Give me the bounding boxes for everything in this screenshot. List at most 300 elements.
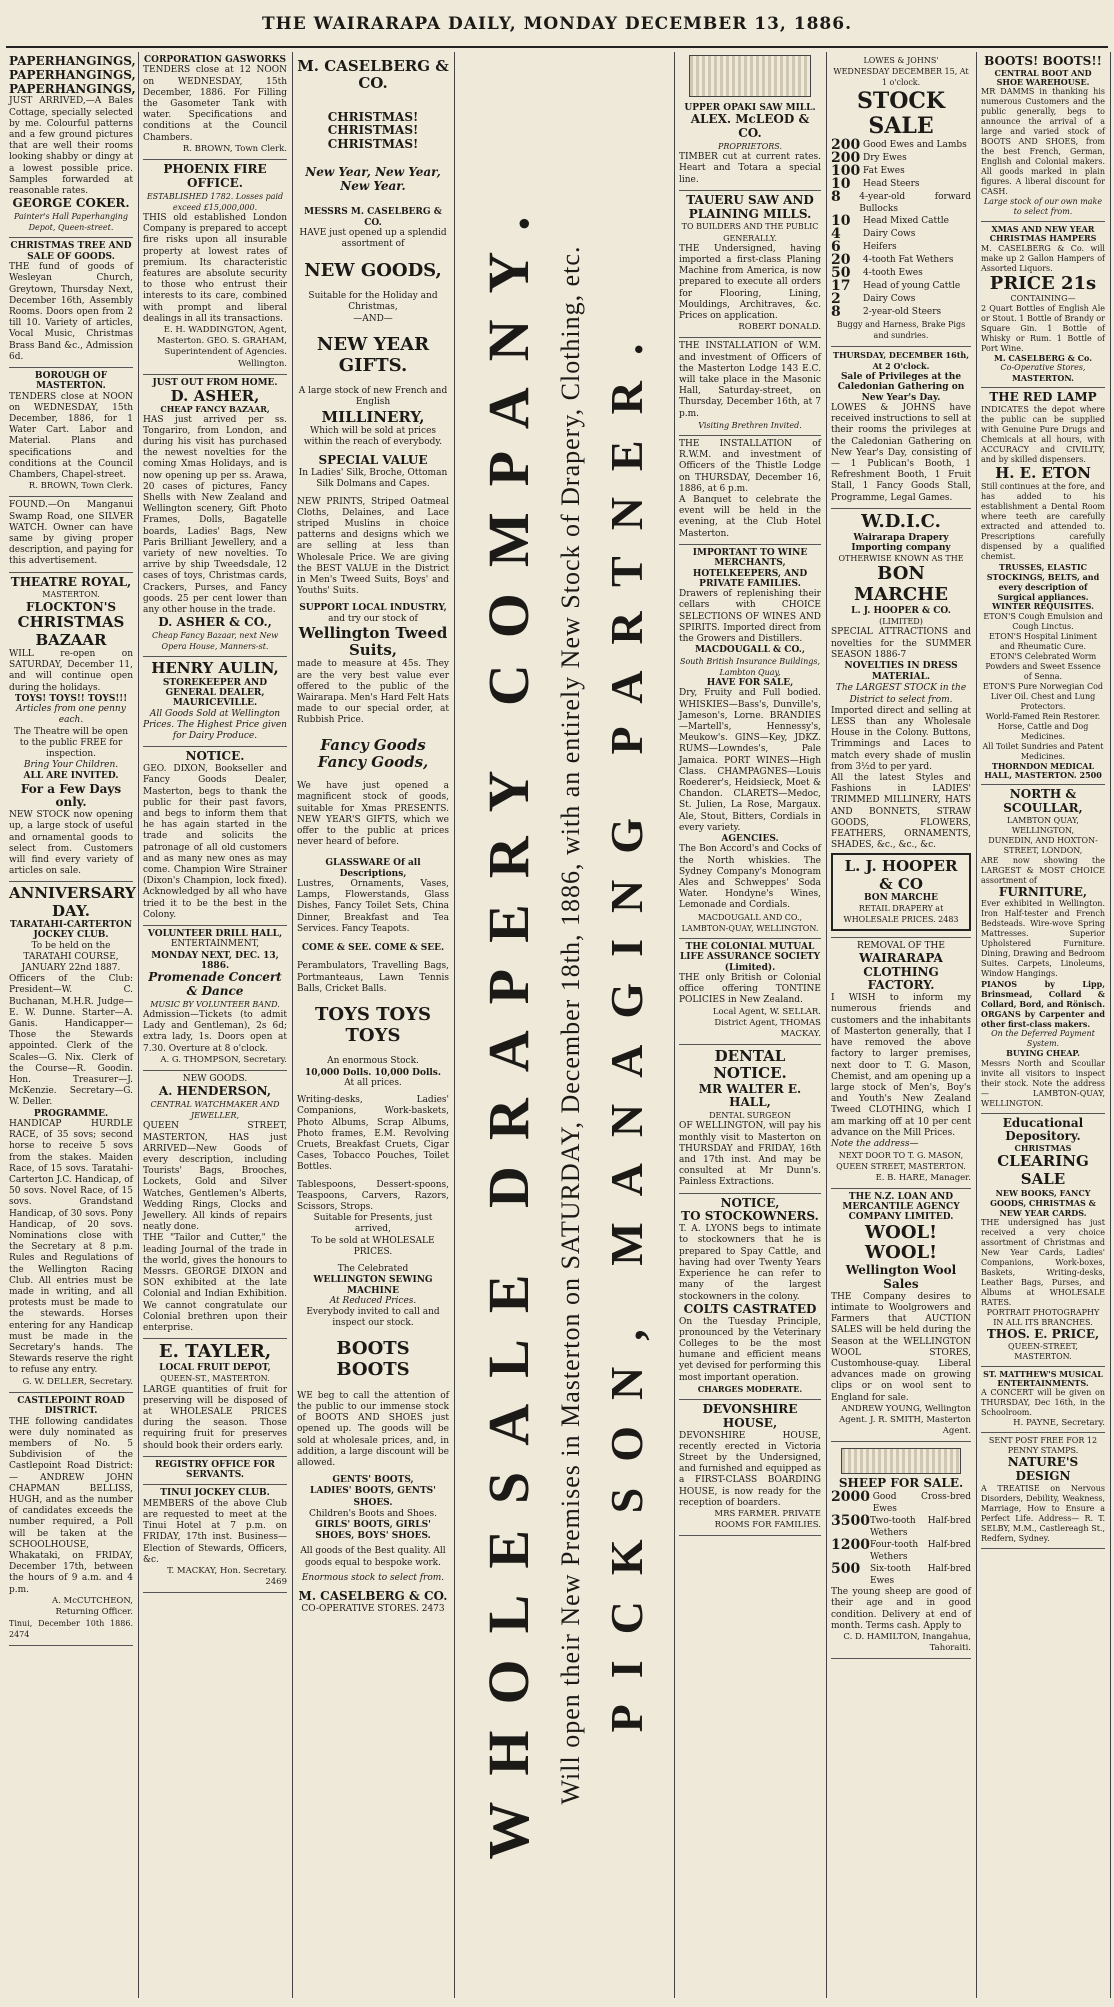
ad-heading: M. CASELBERG & Co.	[994, 353, 1092, 364]
ad-body: On the Tuesday Principle, pronounced by the Veterinary Colleges to be the most humane and efficient means yet devised for performing this most important operation.	[679, 1316, 821, 1383]
ad-body: THE Company desires to intimate to Woolgrowers and Farmers that AUCTION SALES will be held during the Season at the WELLINGTON WOOL STORES, Customhouse-quay. Liberal advances made on growing clips or on wool sent to England for sale.	[831, 1291, 971, 1403]
ad-subtitle: CENTRAL BOOT AND SHOE WAREHOUSE.	[994, 67, 1092, 87]
musical-ad	[981, 1367, 1105, 1433]
stock-description: 4-tooth Fat Wethers	[863, 255, 954, 266]
ad-title: ANNIVERSARY DAY.	[9, 884, 136, 920]
ad-subtitle: ENTERTAINMENT,	[170, 939, 260, 950]
ad-line: Enormous stock to select from.	[301, 1572, 445, 1583]
registry-ad	[143, 1457, 287, 1486]
ad-title: DEVONSHIRE HOUSE,	[702, 1401, 798, 1430]
ad-line: To be sold at WHOLESALE PRICES.	[311, 1235, 435, 1257]
sheep-sale-ad	[831, 1442, 971, 1659]
boots-ad	[981, 52, 1105, 222]
ad-line: Children's Boots and Shoes.	[308, 1508, 438, 1519]
ad-body: Dry, Fruity and Full bodied. WHISKIES—Bass's, Dunville's, Jameson's, Lorne. BRANDIES—Martell's, Hennessy's, Meukow's. GINS—Key, JDKZ. RUMS—Lowndes's, Pale Jamaica. PORT WINES—High Class. CHAMPAGNES—Louis Roederer's, Heidsieck, Moet & Chandon. CLARETS—Medoc, St. Julien, La Rose, Margaux. Ale, Stout, Bitters, Cordials in every variety.	[679, 688, 821, 833]
ad-heading: New Year, New Year, New Year.	[305, 164, 441, 193]
masonic-notice	[679, 338, 821, 436]
ad-body: NEW PRINTS, Striped Oatmeal Cloths, Delaines, and Lace striped Muslins in choice patterns and designs which we are selling at less than Wholesale Price. We are giving the BEST VALUE in the District in Men's Tweed Suits, Boys' and Youths' Suits.	[297, 496, 449, 597]
ad-line: ETON'S Pure Norwegian Cod Liver Oil. Chest and Lung Protectors.	[982, 681, 1104, 711]
ad-line: ETON'S Hospital Liniment and Rheumatic Cure.	[989, 631, 1097, 651]
ad-title: W.D.I.C.	[861, 510, 941, 532]
ad-body: WE beg to call the attention of the public to our immense stock of BOOTS AND SHOES just opened up. The goods will be sold at wholesale prices, and, in addition, a large discount will be allowed.	[297, 1390, 449, 1469]
ad-body: LOWES & JOHNS have received instructions to sell at their rooms the privileges at the Caledonian Gathering on New Year's Day, consisting of— 1 Publican's Booth, 1 Refreshment Booth, 1 Fruit Stall, 1 Fancy Goods Stall, Programme, Legal Games.	[831, 403, 971, 503]
ad-line: MUSIC BY VOLUNTEER BAND.	[150, 999, 280, 1009]
ad-body: Perambulators, Travelling Bags, Portmanteaus, Lawn Tennis Balls, Cricket Balls.	[297, 961, 449, 994]
ad-body: I WISH to inform my numerous friends and customers and the inhabitants of Masterton generally, that I have removed the above factory to larger premises, next door to T. G. Mason, Chemist, and am opening up a large stock of Men's, Boy's and Youth's New Zealand Tweed CLOTHING, which I am marking off at 10 per cent advance on the Mill Prices.	[831, 993, 971, 1138]
ad-title: ST. MATTHEW'S MUSICAL ENTERTAINMENTS.	[983, 1368, 1103, 1388]
ad-body: WILL re-open on SATURDAY, December 11, and will continue open during the holidays.	[9, 648, 133, 693]
ad-body: LARGE quantities of fruit for preserving will be disposed of at WHOLESALE PRICES during the season. Those requiring fruit for preserves should book their orders early.	[143, 1384, 287, 1451]
stock-description: Head Steers	[863, 179, 920, 190]
planing-mills-ad	[679, 191, 821, 339]
ad-body: THE undersigned has just received a very choice assortment of Christmas and New Year Cards, Ladies' Companions, Work-boxes, Baskets, Writing-desks, Leather Bags, Purses, and Albums at WHOLESALE RATES.	[981, 1217, 1105, 1307]
ad-body: NEW STOCK now opening up, a large stock of useful and ornamental goods to select from. Customers will find every variety of articles on sale.	[9, 810, 133, 877]
column-rule	[292, 52, 293, 1998]
gasworks-ad	[143, 52, 287, 160]
ad-body: Writing-desks, Ladies' Companions, Work-baskets, Photo Albums, Scrap Albums, Photo frames, E.M. Revolving Cruets, Breakfast Cruets, Cigar Cases, Tobacco Pouches, Toilet Bottles.	[297, 1095, 449, 1173]
ad-subtitle: MASTERTON.	[42, 590, 100, 600]
vertical-banner	[456, 52, 672, 1998]
stock-row	[831, 241, 971, 254]
ad-heading: NEW GOODS,	[304, 259, 442, 281]
ad-line: The Theatre will be open to the public FREE for inspection.	[13, 726, 129, 759]
stock-count: 6	[831, 239, 841, 256]
ad-body: THE following candidates were duly nominated as members of No. 5 Subdivision of the Castlepoint Road District:— ANDREW JOHN CHAPMAN BELLISS, HUGH, and as the number of candidates exceeds the number required, a Poll will be taken at the SCHOOLHOUSE, Whakataki, on FRIDAY, December 17th, between the hours of 9 a.m. and 4 p.m.	[9, 1416, 133, 1595]
ad-title: TAUERU SAW AND PLAINING MILLS.	[686, 192, 814, 221]
stock-count: 8	[831, 304, 841, 321]
ad-signature: G. W. DELLER, Secretary.	[22, 1376, 133, 1387]
stock-description: Good Ewes and Lambs	[863, 140, 967, 151]
ad-heading: SPECIAL VALUE	[318, 453, 428, 468]
ad-body: Officers of the Club: President—W. C. Buchanan, M.H.R. Judge—E. W. Dunne. Starter—A. Ganis. Handicapper—Those the Stewards appointed. Clerk of the Scales—G. Nix. Clerk of the Course—R. Goodin. Hon. Treasurer—J. McKenzie. Secretary—G. W. Deller.	[9, 974, 133, 1108]
stock-description: Four-tooth Half-bred Wethers	[869, 1540, 971, 1563]
stock-row	[831, 280, 971, 293]
ad-body: THE fund of goods of Wesleyan Church, Greytown, Thursday Next, December 16th, Assembly Rooms. Doors open from 2 till 10. Variety of articles, Vocal Music, Christmas Brass Band &c., Admission 6d.	[9, 262, 133, 362]
ad-heading: WELLINGTON SEWING MACHINE	[313, 1275, 433, 1296]
stock-description: Heifers	[863, 242, 897, 253]
ad-title: THEATRE ROYAL,	[10, 574, 132, 589]
ad-title: CASTLEPOINT ROAD DISTRICT.	[17, 1395, 125, 1417]
ad-line: THURSDAY, DECEMBER 16th, At 2 O'clock.	[833, 349, 969, 371]
asher-bazaar-ad	[143, 375, 287, 658]
ad-heading: CHRISTMAS! CHRISTMAS! CHRISTMAS!	[327, 109, 419, 152]
ad-line: CO-OPERATIVE STORES. 2473	[301, 1603, 445, 1614]
stock-description: Head Mixed Cattle	[863, 216, 949, 227]
ad-body: THE Undersigned, having imported a first-class Planing Machine from America, is now prepared to execute all orders for Flooring, Lining, Mouldings, Architraves, &c. Prices on application.	[679, 243, 821, 321]
ad-heading: MR WALTER E. HALL,	[698, 1081, 802, 1110]
stock-row	[831, 228, 971, 241]
ad-body: DEVONSHIRE HOUSE, recently erected in Victoria Street by the Undersigned, and furnished and equipped as a FIRST-CLASS BOARDING HOUSE, is now ready for the reception of boarders.	[679, 1430, 821, 1508]
ad-title: THE RED LAMP	[989, 390, 1097, 405]
ad-title: NOTICE,	[720, 1195, 780, 1210]
stock-description: Good Cross-bred Ewes	[872, 1492, 971, 1515]
ad-heading: Wellington Tweed Suits,	[298, 623, 448, 660]
ad-body: JUST ARRIVED,—A Bales Cottage, specially selected by me. Colourful patterns and a few ground pictures that are well their rooms looking shabby or dingy at a lowest possible price. Samples forwarded at reasonable rates.	[9, 96, 133, 197]
ad-title: Sale of Privileges at the Caledonian Gathering on New Year's Day.	[837, 372, 965, 403]
ad-heading: H. E. ETON	[995, 464, 1091, 483]
ad-line: MACDOUGALL AND CO., LAMBTON-QUAY, WELLINGTON.	[681, 912, 819, 933]
ad-signature: E. H. WADDINGTON, Agent, Masterton. GEO. S. GRAHAM, Superintendent of Agencies. Wellington.	[156, 325, 287, 369]
ad-heading: FURNITURE,	[998, 884, 1088, 899]
ad-line: At all prices.	[344, 1077, 402, 1088]
ad-line: Everybody invited to call and inspect our stock.	[306, 1307, 440, 1329]
ad-line: GENTS' BOOTS,	[332, 1475, 414, 1486]
ad-line: Note the address—	[831, 1138, 919, 1149]
ad-title: XMAS AND NEW YEAR CHRISTMAS HAMPERS	[989, 224, 1097, 244]
ad-heading: TOYS TOYS TOYS	[314, 1003, 432, 1046]
ad-line: Co-Operative Stores,	[1000, 363, 1086, 373]
ad-body: Imported direct and selling at LESS than any Wholesale House in the Colony. Buttons, Trimmings and Laces to match every shade of muslin from 3½d to per yard.	[831, 705, 971, 772]
stock-description: 4-tooth Ewes	[863, 268, 923, 279]
furniture-ad	[981, 785, 1105, 1114]
ad-heading: PRICE 21s	[989, 272, 1097, 294]
ad-signature: A. McCUTCHEON, Returning Officer.	[51, 1595, 133, 1617]
ad-address: LAMBTON QUAY, WELLINGTON,	[1007, 815, 1079, 835]
ad-subtitle: STOREKEEPER AND GENERAL DEALER,	[162, 677, 268, 699]
ad-line: REMOVAL OF THE	[857, 940, 945, 951]
ad-signature: R. BROWN, Town Clerk.	[28, 481, 133, 492]
ad-body: Ever exhibited in Wellington. Iron Half-tester and French Bedsteads. Wire-wove Spring Mattresses. Superior Upholstered Furniture. Dining, Drawing and Bedroom Suites. Carpets, Linoleums, Window Hangings.	[981, 899, 1105, 979]
ad-body: We have just opened a magnificent stock of goods, suitable for Xmas PRESENTS. NEW YEAR'S GIFTS, which we offer to the public at prices never heard of before.	[297, 781, 449, 848]
ad-heading: COLTS CASTRATED	[683, 1301, 817, 1316]
paperhangings-ad	[9, 52, 136, 238]
column-5	[676, 52, 824, 1998]
ad-subtitle: Wairarapa Drapery Importing company	[851, 532, 951, 553]
ad-title: CHRISTMAS TREE AND SALE OF GOODS.	[10, 241, 132, 262]
ad-heading: Promenade Concert & Dance	[148, 970, 282, 999]
aulin-ad	[143, 657, 287, 747]
ad-heading: BOOTS BOOTS	[336, 1338, 410, 1381]
ad-line: ORGANS by Carpenter and other first-class makers.	[981, 1009, 1105, 1030]
ad-line: PIANOS by Lipp, Brinsmead, Collard & Collard, Bord, and Rönisch.	[981, 979, 1106, 1010]
column-rule	[674, 52, 675, 1998]
ad-heading: TO STOCKOWNERS.	[681, 1209, 819, 1224]
stock-description: Dairy Cows	[863, 229, 916, 240]
ad-subtitle: DENTAL SURGEON	[709, 1111, 791, 1121]
ad-line: An enormous Stock.	[327, 1056, 419, 1067]
mutual-life-ad	[679, 939, 821, 1045]
ad-body: INDICATES the depot where the public can be supplied with Genuine Pure Drugs and Chemicals at all hours, with ACCURACY and CIVILITY, and by skilled dispensers.	[981, 405, 1105, 465]
stock-count: 10	[831, 176, 851, 193]
stock-row	[831, 306, 971, 319]
ad-body: TENDERS close at 12 NOON on WEDNESDAY, 15th December, 1886. For Filling the Gasometer Tank with water. Specifications and conditions at the Council Chambers.	[143, 65, 287, 143]
ad-title: BOOTS! BOOTS!!	[984, 54, 1102, 68]
ad-title: STOCK SALE	[856, 87, 946, 139]
ad-heading: HAVE FOR SALE,	[706, 677, 794, 688]
thistle-notice	[679, 436, 821, 545]
ad-body: THE only British or Colonial office offering TONTINE POLICIES in New Zealand.	[679, 972, 821, 1006]
column-rule	[454, 52, 455, 1998]
ad-heading: TOYS! TOYS!! TOYS!!!	[14, 693, 128, 704]
ad-line: —AND—	[353, 313, 393, 324]
ad-body: THE INSTALLATION of W.M. and investment of Officers of the Masterton Lodge 143 E.C. will take place in the Masonic Hall, Saturday-street, on Thursday, December 16th, at 7 p.m.	[679, 341, 821, 419]
educational-ad	[981, 1114, 1105, 1367]
ad-body: Tablespoons, Dessert-spoons, Teaspoons, Carvers, Razors, Scissors, Strops.	[297, 1179, 449, 1212]
stock-row	[831, 191, 971, 215]
ad-date: MONDAY NEXT, DEC. 13, 1886.	[151, 950, 279, 971]
ad-title: D. ASHER,	[170, 387, 260, 406]
hampers-ad	[981, 222, 1105, 388]
privileges-ad	[831, 347, 971, 509]
ad-heading: Wellington Wool Sales	[845, 1263, 957, 1291]
ad-body: HANDICAP HURDLE RACE, of 35 sovs; second horse to receive 5 sovs from the stakes. Maiden Race, of 15 sovs. Taratahi-Carterton J.C. Handicap, of 50 sovs. Novel Race, of 15 sovs. Grandstand Handicap, of 30 sovs. Pony Handicap, of 20 sovs. Nominations close with the Secretary at 8 p.m. Rules and Regulations of the Wellington Racing Club. All entries must be made in writing, and all protests must be made to the stewards. Horses entering for any Handicap must be made in the Secretary's hands. The Stewards reserve the right to refuse any entry.	[9, 1118, 133, 1376]
column-1	[6, 52, 136, 1998]
ad-signature: R. BROWN, Town Clerk.	[182, 143, 287, 154]
ad-heading: WINTER REQUISITES.	[992, 601, 1094, 612]
stock-row	[831, 165, 971, 178]
stock-count: 20	[831, 252, 851, 269]
ad-heading: Fancy Goods Fancy Goods,	[317, 735, 429, 771]
ad-line: To be held on the TARATAHI COURSE, JANUARY 22nd 1887.	[21, 940, 121, 973]
stockowners-ad	[679, 1194, 821, 1400]
henderson-ad	[143, 1071, 287, 1339]
borough-tender-ad	[9, 368, 133, 498]
ad-body: SPECIAL ATTRACTIONS and novelties for the SUMMER SEASON 1886-7	[831, 627, 971, 660]
column-6	[828, 52, 974, 1998]
ad-heading: L. J. HOOPER & CO	[844, 857, 958, 893]
stock-description: Six-tooth Half-bred Ewes	[869, 1564, 971, 1587]
ad-title: REGISTRY OFFICE FOR SERVANTS.	[155, 1459, 275, 1481]
ad-line: Suitable for the Holiday and Christmas,	[308, 291, 438, 313]
ad-title: DENTAL NOTICE.	[713, 1047, 787, 1083]
ad-signature: C. D. HAMILTON, Inangahua, Tahoraiti.	[843, 1631, 971, 1654]
stock-count: 2	[831, 291, 841, 308]
ad-title: Educational Depository.	[1002, 1115, 1084, 1144]
stock-description: Dry Ewes	[863, 153, 907, 164]
ad-subtitle: PROPRIETORS.	[717, 141, 783, 151]
stock-description: 4-year-old forward Bullocks	[859, 192, 971, 215]
stock-row	[831, 215, 971, 228]
ad-address: DUNEDIN, AND HOXTON-STREET, LONDON,	[988, 835, 1098, 855]
ad-title: THE N.Z. LOAN AND MERCANTILE AGENCY COMPANY LIMITED.	[842, 1191, 960, 1223]
stock-count: 8	[831, 189, 841, 206]
ad-line: At Reduced Prices.	[329, 1295, 417, 1306]
stock-row	[831, 267, 971, 280]
wool-sales-ad	[831, 1189, 971, 1443]
stock-count: 3500	[831, 1513, 870, 1530]
ad-line: SENT POST FREE FOR 12 PENNY STAMPS.	[988, 1436, 1098, 1456]
ad-title: NOTICE.	[185, 749, 245, 764]
stock-row	[831, 178, 971, 191]
ad-title: NORTH & SCOULLAR,	[1003, 787, 1083, 815]
ad-signature: ROBERT DONALD.	[738, 322, 821, 333]
dental-ad	[679, 1045, 821, 1194]
stock-count: 200	[831, 150, 861, 167]
stock-count: 4	[831, 226, 841, 243]
banner-headline: WHOLESALE DRAPERY COMPANY.	[476, 190, 541, 1860]
ad-heading: JUST OUT FROM HOME.	[152, 377, 278, 388]
sheep-list	[831, 1491, 971, 1587]
ad-line: Which will be sold at prices within the reach of everybody.	[303, 425, 443, 448]
ad-heading: ALEX. McLEOD & CO.	[690, 112, 810, 141]
volunteer-concert-ad	[143, 926, 287, 1071]
chemist-ad	[981, 388, 1105, 785]
ad-heading: COME & SEE. COME & SEE.	[301, 943, 445, 954]
stock-count: 100	[831, 163, 861, 180]
ad-subtitle: CENTRAL WATCHMAKER AND JEWELLER,	[150, 1100, 280, 1121]
ad-body: A Banquet to celebrate the event will be held in the evening, at the Club Hotel Masterton.	[679, 495, 821, 539]
stock-count: 17	[831, 278, 851, 295]
ad-line: RETAIL DRAPERY at WHOLESALE PRICES. 2483	[843, 904, 959, 925]
ad-body: THIS old established London Company is prepared to accept fire risks upon all insurable property at lowest rates of premium. Its characteristic features are absolute security to those who entrust their interests to its care, combined with prompt and liberal dealings in all its transactions.	[143, 212, 287, 324]
ad-line: Suitable for Presents, just arrived,	[313, 1213, 433, 1235]
stock-count: 1200	[831, 1537, 870, 1554]
ad-body: Lustres, Ornaments, Vases, Lamps, Flowerstands, Glass Dishes, Fancy Toilet Sets, China Dinner, Breakfast and Tea Services. Fancy Teapots.	[297, 879, 449, 934]
stock-description: Dairy Cows	[863, 294, 916, 305]
ad-line: ETON'S Celebrated Worm Powders and Sweet Essence of Senna.	[985, 651, 1101, 681]
stock-description: Two-tooth Half-bred Wethers	[869, 1516, 971, 1539]
ad-heading: MESSRS M. CASELBERG & CO.	[304, 207, 442, 228]
ad-title: M. CASELBERG & CO.	[298, 1589, 448, 1604]
ad-line: HAVE just opened up a splendid assortment of	[299, 228, 447, 250]
ad-line: and try our stock of	[328, 613, 418, 624]
ad-heading: NEW YEAR GIFTS.	[316, 333, 430, 376]
ad-title: HENRY AULIN,	[151, 659, 279, 678]
stock-list	[831, 139, 971, 319]
column-rule	[138, 52, 139, 1998]
treatise-ad	[981, 1433, 1105, 1549]
ad-subtitle: LOCAL FRUIT DEPOT,	[159, 1362, 271, 1373]
ad-heading: 10,000 Dolls. 10,000 Dolls.	[305, 1067, 441, 1078]
ad-signature: E. B. HARE, Manager.	[875, 1172, 971, 1183]
stock-description: Head of young Cattle	[863, 281, 961, 292]
ad-title: CORPORATION GASWORKS	[143, 55, 287, 65]
ad-body: MEMBERS of the above Club are requested to meet at the Tinui Hotel at 7 p.m. on FRIDAY, 17th inst. Business—Election of Stewards, Officers, &c.	[143, 1498, 287, 1565]
ad-line: Buggy and Harness, Brake Pigs and sundries.	[836, 320, 966, 341]
ad-line: In Ladies' Silk, Broche, Ottoman Silk Dolmans and Capes.	[298, 468, 448, 490]
ad-subtitle: CHEAP FANCY BAZAAR,	[160, 404, 270, 415]
ad-signature: T. MACKAY, Hon. Secretary. 2469	[167, 1566, 287, 1588]
ad-line: Visiting Brethren Invited.	[698, 420, 802, 430]
ad-line: CONTAINING—	[1010, 294, 1076, 304]
stock-count: 2000	[831, 1489, 870, 1506]
stock-row	[831, 254, 971, 267]
banner-line: Will open their New Premises in Masterton on SATURDAY, December 18th, 1886, with an entirely New Stock of Drapery, Clothing, etc.	[556, 245, 585, 1805]
ad-line: All goods of the Best quality. All goods equal to bespoke work.	[300, 1546, 446, 1568]
ad-heading: CLEARING SALE	[997, 1152, 1089, 1188]
column-2	[140, 52, 290, 1998]
ad-heading: PROGRAMME.	[33, 1108, 109, 1119]
ad-body: All Goods Sold at Wellington Prices. The Highest Price given for Dairy Produce.	[143, 708, 287, 742]
ad-heading: FLOCKTON'S	[25, 599, 117, 614]
ad-body: 2 Quart Bottles of English Ale or Stout. 1 Bottle of Brandy or Square Gin. 1 Bottle of Whisky or Rum. 1 Bottle of Port Wine.	[981, 304, 1105, 354]
ad-line: CHARGES MODERATE.	[697, 1383, 803, 1394]
ad-body: THE INSTALLATION of R.W.M. and investment of Officers of the Thistle Lodge on THURSDAY, December 16, 1886, at 6 p.m.	[679, 439, 821, 494]
stock-row	[831, 1563, 971, 1587]
ad-heading: CHRISTMAS	[1014, 1143, 1072, 1154]
ad-body: OF WELLINGTON, will pay his monthly visit to Masterton on THURSDAY and FRIDAY, 16th and 17th inst. And may be consulted at Mr Dunn's. Painless Extractions.	[679, 1121, 821, 1188]
ad-signature: A. G. THOMPSON, Secretary.	[160, 1054, 287, 1065]
ad-line: LOWES & JOHNS'	[863, 56, 939, 65]
column-rule	[976, 52, 977, 1998]
ad-line: OTHERWISE KNOWN AS THE	[838, 554, 964, 564]
advertiser-name: GEORGE COKER.	[12, 196, 130, 211]
ad-title: UPPER OPAKI SAW MILL.	[684, 103, 816, 113]
ad-heading: SUPPORT LOCAL INDUSTRY,	[299, 603, 447, 614]
ad-heading: CHRISTMAS BAZAAR	[17, 613, 125, 649]
dixon-notice	[143, 747, 287, 926]
ad-body: QUEEN STREET, MASTERTON, HAS just ARRIVED—New Goods of every description, including Tourists' Bags, Brooches, Lockets, Gold and Silver Watches, Gentlemen's Alberts, Wedding Rings, Clocks and Jewellery. All kinds of repairs neatly done.	[143, 1121, 287, 1233]
ad-line: The LARGEST STOCK in the District to select from.	[835, 683, 967, 705]
ad-line: (LIMITED)	[879, 617, 923, 627]
ad-line: A large stock of new French and English	[298, 386, 448, 408]
ad-signature: ANDREW YOUNG, Wellington Agent. J. R. SMITH, Masterton Agent.	[839, 1403, 971, 1437]
ad-line: MASTERTON.	[1012, 373, 1074, 384]
ad-signature: Local Agent, W. SELLAR. District Agent, THOMAS MACKAY.	[712, 1006, 821, 1039]
ad-title: A. HENDERSON,	[158, 1084, 272, 1099]
ad-heading: BON MARCHE	[854, 563, 948, 606]
ad-line: WEDNESDAY DECEMBER 15, At 1 o'clock.	[833, 67, 969, 88]
ad-line: NOVELTIES IN DRESS MATERIAL.	[844, 660, 958, 683]
ad-body: FOUND.—On Manganui Swamp Road, one SILVER WATCH. Owner can have same by giving proper description, and paying for this advertisement.	[9, 500, 133, 567]
ad-heading: GLASSWARE Of all Descriptions,	[325, 858, 421, 879]
stock-count: 10	[831, 213, 851, 230]
ad-line: On the Deferred Payment System.	[991, 1029, 1095, 1049]
ad-line: Cheap Fancy Bazaar, next New Opera House, Manners-st.	[151, 631, 279, 652]
stock-count: 200	[831, 137, 861, 154]
sawmill-engraving	[689, 55, 811, 97]
ad-body: MR DAMMS in thanking his numerous Customers and the public generally, begs to announce the arrival of a large and varied stock of BOOTS AND SHOES, from the best French, German, English and Colonial makers. All goods marked in plain figures. A liberal discount for CASH.	[981, 87, 1105, 197]
ad-date: Tinui, December 10th 1886. 2474	[9, 1619, 133, 1640]
ad-title: TINUI JOCKEY CLUB.	[160, 1488, 270, 1499]
ad-line: Articles from one penny each.	[16, 704, 126, 726]
ad-line: All Toilet Sundries and Patent Medicines.	[982, 741, 1104, 761]
ad-heading: THOS. E. PRICE,	[986, 1326, 1100, 1341]
ad-heading: THORNDON MEDICAL HALL, MASTERTON. 2500	[984, 760, 1102, 780]
ad-subtitle: ESTABLISHED 1782. Losses paid exceed £15,000,000.	[146, 191, 284, 212]
ad-line: Large stock of our own make to select from.	[983, 197, 1103, 217]
ad-title: IMPORTANT TO WINE MERCHANTS, HOTELKEEPERS, AND PRIVATE FAMILIES.	[692, 547, 808, 589]
bon-marche-ad	[831, 509, 971, 938]
ad-body: GEO. DIXON, Bookseller and Fancy Goods Dealer, Masterton, begs to thank the public for their past favors, and begs to inform them that he has again started in the trade and solicits the patronage of all old customers and as many new ones as may come. Champion Wire Strainer (Dixon's Champion, lock fixed). Acknowledged by all who have tried it to be the best in the Colony.	[143, 764, 287, 920]
ad-line: ETON'S Cough Emulsion and Cough Linctus.	[983, 611, 1103, 631]
ad-body: A CONCERT will be given on THURSDAY, Dec 16th, in the Schoolroom.	[981, 1388, 1105, 1418]
fruit-depot-ad	[143, 1339, 287, 1456]
ad-body: Still continues at the fore, and has added to his establishment a Dental Room where teeth are carefully extracted and attended to. Prescriptions carefully dispensed by a qualified chemist.	[981, 482, 1105, 562]
ad-body: HAS just arrived per ss. Tongariro, from London, and during his visit has purchased the newest novelties for the coming Xmas Holidays, and is now opening up per ss. Arawa, 20 cases of pictures, Fancy Shells with New Zealand and Wellington scenery, Gift Photo Frames, Dolls, Bagatelle boards, Ladies' Bags, New Paris Brilliant Jewellery, and a variety of new novelties. To arrive by ship Tweedsdale, 12 cases of toys, Christmas cards, Crackers, Purses, and Fancy goods. 25 per cent lower than any other house in the trade.	[143, 414, 287, 616]
ad-body: TIMBER cut at current rates. Heart and Totara a special line.	[679, 152, 821, 185]
stock-sale-ad	[831, 52, 971, 347]
christmas-tree-ad	[9, 238, 133, 368]
stock-count: 500	[831, 1561, 861, 1578]
ad-body: Drawers of replenishing their cellars with CHOICE SELECTIONS OF WINES AND SPIRITS. Imported direct from the Growers and Distillers.	[679, 589, 821, 645]
ad-title: M. CASELBERG & CO.	[297, 57, 449, 93]
ad-heading: TARATAHI-CARTERTON JOCKEY CLUB.	[10, 919, 132, 941]
ad-heading: MACDOUGALL & CO.,	[694, 645, 806, 656]
stock-row	[831, 1491, 971, 1515]
jockey-club-ad	[9, 882, 136, 1392]
ad-body: The young sheep are good of their age and in good condition. Delivery at end of month. Terms cash. Apply to	[831, 1587, 971, 1631]
sheep-engraving	[841, 1448, 961, 1474]
ad-body: M. CASELBERG & Co. will make up 2 Gallon Hampers of Assorted Liquors.	[981, 243, 1105, 273]
ad-heading: MILLINERY,	[321, 407, 425, 426]
column-7b	[978, 52, 1108, 1998]
ad-body: A TREATISE on Nervous Disorders, Debility, Weakness, Marriage, How to Ensure a Perfect Life. Address— R. T. SELBY, M.M., Castlereagh St., Redfern, Sydney.	[981, 1483, 1105, 1543]
phoenix-fire-ad	[143, 160, 287, 375]
theatre-royal-ad	[9, 573, 133, 883]
ad-body: TENDERS close at NOON on WEDNESDAY, 15th December, 1886, for 1 Water Cart. Labor and Material. Plans and specifications and conditions at the Council Chambers, Chapel-street.	[9, 391, 133, 481]
masthead: THE WAIRARAPA DAILY, MONDAY DECEMBER 13, 1886.	[262, 14, 852, 34]
ad-heading: BUYING CHEAP.	[1006, 1048, 1080, 1059]
ad-address: NEXT DOOR TO T. G. MASON, QUEEN STREET, MASTERTON.	[836, 1151, 966, 1172]
ad-line: LADIES' BOOTS, GENTS' SHOES.	[310, 1486, 436, 1508]
ad-title: PHOENIX FIRE OFFICE.	[163, 161, 267, 190]
ad-heading: NEW GOODS.	[182, 1074, 248, 1085]
ad-heading: For a Few Days only.	[20, 781, 122, 810]
ad-address: QUEEN-ST., MASTERTON.	[160, 1374, 270, 1384]
ad-title: THE COLONIAL MUTUAL LIFE ASSURANCE SOCIETY (Limited).	[679, 941, 821, 973]
ad-heading: BON MARCHE	[864, 892, 938, 903]
